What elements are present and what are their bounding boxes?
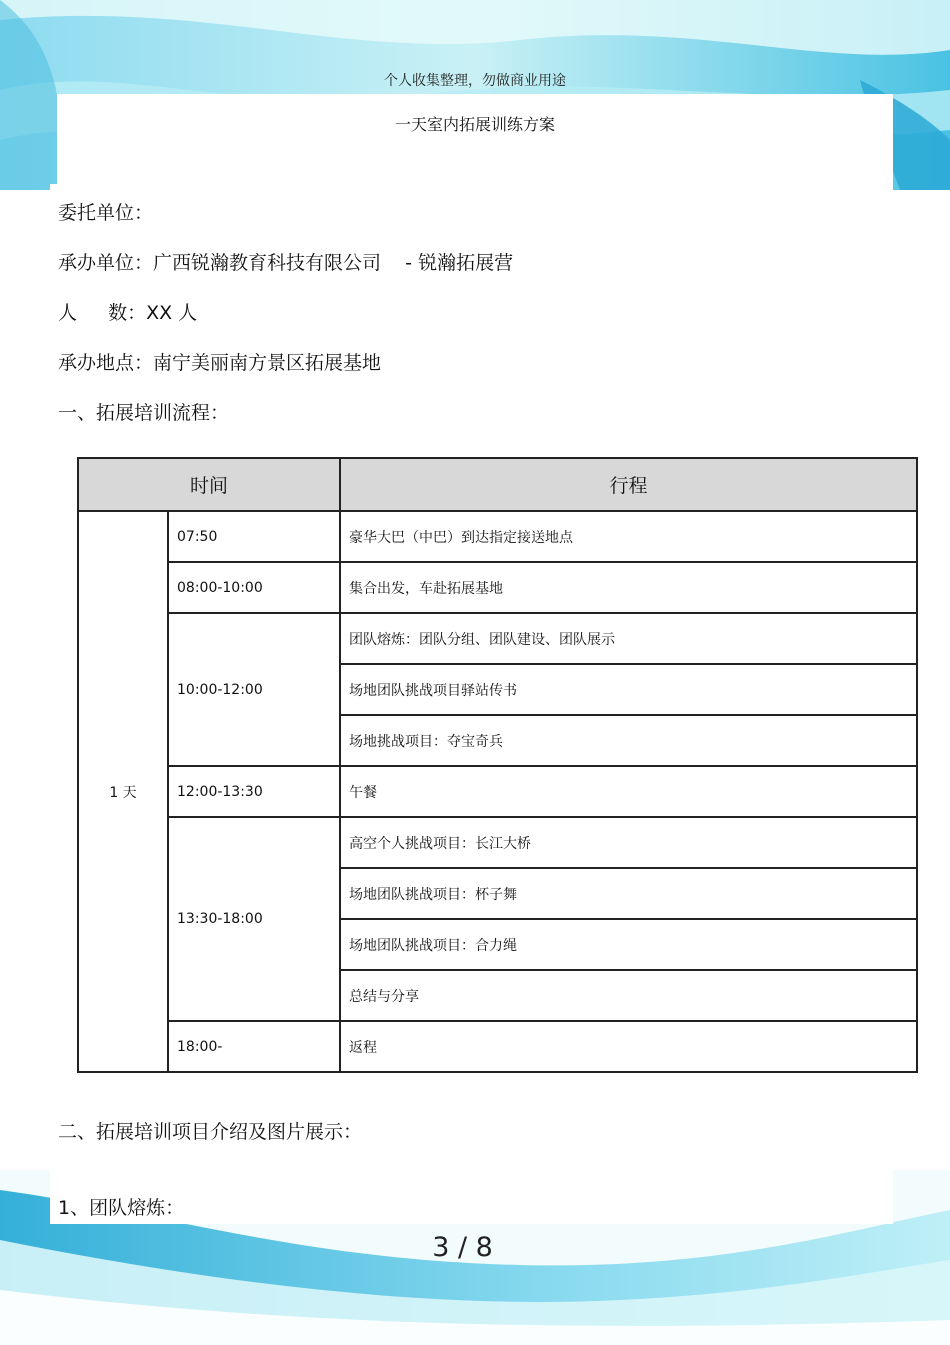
table-row xyxy=(78,511,917,562)
itinerary-cell: 返程 xyxy=(340,1021,917,1072)
people-value: XX 人 xyxy=(146,302,198,324)
table-row xyxy=(78,562,917,613)
itinerary-cell: 团队熔炼：团队分组、团队建设、团队展示 xyxy=(340,613,917,664)
table-row xyxy=(78,613,917,664)
itinerary-cell: 场地团队挑战项目：杯子舞 xyxy=(340,868,917,919)
subsection1-heading: 1、团队熔炼： xyxy=(58,1197,185,1219)
table-row xyxy=(78,766,917,817)
itinerary-cell: 总结与分享 xyxy=(340,970,917,1021)
title-box xyxy=(57,94,893,184)
page-number: 3 / 8 xyxy=(432,1232,493,1263)
time-cell: 12:00-13:30 xyxy=(168,766,340,817)
header-note: 个人收集整理，勿做商业用途 xyxy=(384,73,566,89)
itinerary-cell: 场地团队挑战项目驿站传书 xyxy=(340,664,917,715)
organizer-label: 承办单位： xyxy=(58,252,154,274)
people-label: 人 数： xyxy=(58,302,147,324)
document-title: 一天室内拓展训练方案 xyxy=(394,115,555,134)
schedule-table xyxy=(77,457,918,1073)
itinerary-cell: 集合出发，车赴拓展基地 xyxy=(340,562,917,613)
schedule-header-row xyxy=(78,458,917,511)
location-value: 南宁美丽南方景区拓展基地 xyxy=(153,352,382,374)
table-row xyxy=(78,1021,917,1072)
itinerary-cell: 豪华大巴（中巴）到达指定接送地点 xyxy=(340,511,917,562)
time-header: 时间 xyxy=(78,458,340,511)
time-cell: 10:00-12:00 xyxy=(168,613,340,766)
time-cell: 13:30-18:00 xyxy=(168,817,340,1021)
itinerary-cell: 高空个人挑战项目：长江大桥 xyxy=(340,817,917,868)
section1-heading: 一、拓展培训流程： xyxy=(58,402,230,424)
client-label: 委托单位： xyxy=(58,202,154,224)
itinerary-cell: 场地团队挑战项目：合力绳 xyxy=(340,919,917,970)
itinerary-cell: 午餐 xyxy=(340,766,917,817)
day-cell: 1 天 xyxy=(78,511,168,1072)
time-cell: 07:50 xyxy=(168,511,340,562)
section2-heading: 二、拓展培训项目介绍及图片展示： xyxy=(58,1121,363,1143)
time-cell: 18:00- xyxy=(168,1021,340,1072)
location-label: 承办地点： xyxy=(58,352,154,374)
location-field xyxy=(58,348,381,375)
time-cell: 08:00-10:00 xyxy=(168,562,340,613)
client-field xyxy=(58,198,153,225)
table-row xyxy=(78,817,917,868)
itinerary-cell: 场地挑战项目：夺宝奇兵 xyxy=(340,715,917,766)
organizer-field xyxy=(58,248,513,275)
people-field xyxy=(58,298,197,325)
organizer-value: 广西锐瀚教育科技有限公司 - 锐瀚拓展营 xyxy=(153,252,514,274)
itinerary-header: 行程 xyxy=(340,458,917,511)
